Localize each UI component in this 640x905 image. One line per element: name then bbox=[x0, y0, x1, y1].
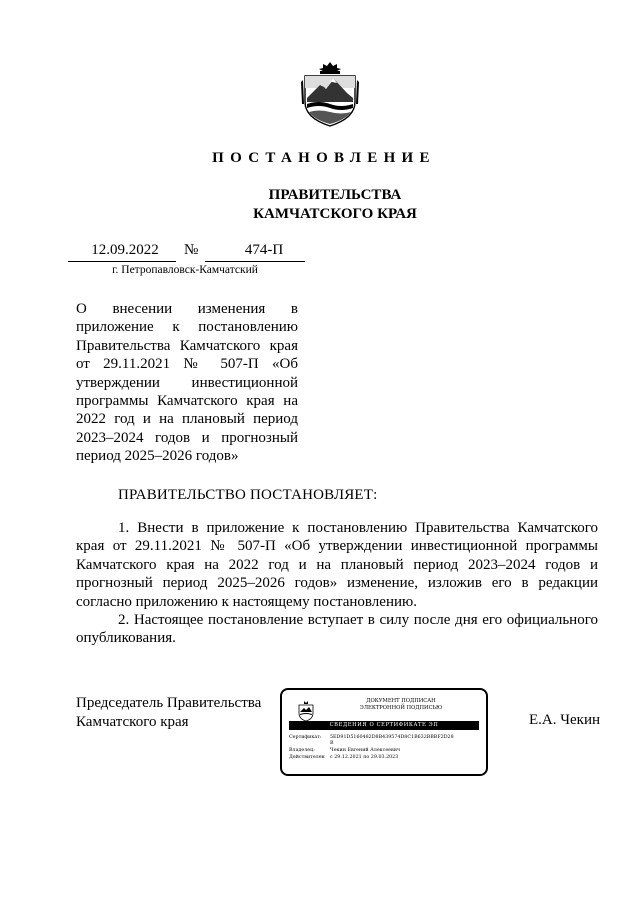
city-name: г. Петропавловск-Камчатский bbox=[112, 264, 258, 276]
body-line: Камчатского края на 2022 год и на плановый период 2023–2024 годов и bbox=[76, 556, 598, 573]
number-underline bbox=[205, 261, 305, 262]
stamp-certificate-row-2 bbox=[330, 741, 334, 747]
stamp-heading-line-1: ДОКУМЕНТ ПОДПИСАН bbox=[366, 698, 436, 704]
stamp-certificate-bar: СВЕДЕНИЯ О СЕРТИФИКАТЕ ЭП bbox=[289, 721, 479, 730]
body-line: согласно приложению к настоящему постановлению. bbox=[76, 593, 417, 610]
date-underline bbox=[68, 261, 176, 262]
subject-line: 2023–2024 годов и прогнозный bbox=[76, 429, 298, 446]
resolves-heading: ПРАВИТЕЛЬСТВО ПОСТАНОВЛЯЕТ: bbox=[118, 487, 378, 503]
subject-line: О внесении изменения в bbox=[76, 301, 298, 317]
document-number: 474-П bbox=[244, 242, 284, 258]
document-type-title: ПОСТАНОВЛЕНИЕ bbox=[212, 150, 436, 166]
subject-line: программы Камчатского края на bbox=[76, 393, 298, 410]
issuer-line-2: КАМЧАТСКОГО КРАЯ bbox=[253, 206, 417, 222]
signatory-position-line-1: Председатель Правительства bbox=[76, 695, 262, 711]
signatory-name: Е.А. Чекин bbox=[529, 712, 600, 728]
subject-line: утверждении инвестиционной bbox=[76, 374, 298, 391]
stamp-certificate-row bbox=[289, 735, 454, 741]
electronic-signature-stamp bbox=[280, 688, 488, 776]
kamchatka-coat-of-arms-emblem bbox=[299, 58, 361, 128]
stamp-owner-row bbox=[289, 748, 400, 754]
stamp-heading bbox=[330, 698, 472, 712]
signatory-position bbox=[76, 694, 261, 731]
stamp-certificate-value-2: B bbox=[330, 741, 334, 746]
stamp-owner-label: Владелец: bbox=[289, 748, 315, 753]
document-date: 12.09.2022 bbox=[91, 242, 159, 258]
subject-line: от 29.11.2021 № 507-П «Об bbox=[76, 356, 298, 373]
signatory-position-line-2: Камчатского края bbox=[76, 713, 189, 730]
issuer-name bbox=[0, 186, 640, 224]
stamp-validity-value: с 29.12.2021 по 29.03.2023 bbox=[330, 755, 399, 760]
number-sign: № bbox=[184, 242, 199, 258]
stamp-validity-row bbox=[289, 755, 398, 761]
subject-line: 2022 год и на плановый период bbox=[76, 411, 298, 428]
stamp-validity-label: Действителен bbox=[289, 755, 325, 760]
document-subject bbox=[76, 300, 298, 466]
body-line: опубликования. bbox=[76, 630, 176, 647]
body-line: 2. Настоящее постановление вступает в силу после дня его официального bbox=[118, 612, 598, 629]
coat-of-arms-icon bbox=[297, 700, 315, 722]
document-body bbox=[76, 519, 598, 648]
subject-line: приложение к постановлению bbox=[76, 319, 298, 336]
subject-line: период 2025–2026 годов» bbox=[76, 448, 239, 465]
body-line: прогнозный период 2025–2026 годов» изменение, изложив его в редакции bbox=[76, 575, 598, 592]
stamp-heading-line-2: ЭЛЕКТРОННОЙ ПОДПИСЬЮ bbox=[359, 705, 443, 711]
stamp-certificate-label: Сертификат: bbox=[289, 735, 322, 740]
issuer-line-1: ПРАВИТЕЛЬСТВА bbox=[268, 187, 402, 203]
stamp-owner-value: Чекин Евгений Алексеевич bbox=[330, 748, 401, 753]
body-line: 1. Внести в приложение к постановлению Правительства Камчатского bbox=[118, 520, 598, 536]
subject-line: Правительства Камчатского края bbox=[76, 337, 298, 354]
stamp-certificate-value: 5ED91D5160482D8B439574D8C1B632BBBF2D28 bbox=[330, 735, 454, 740]
body-line: края от 29.11.2021 № 507-П «Об утверждении инвестиционной программы bbox=[76, 538, 598, 555]
